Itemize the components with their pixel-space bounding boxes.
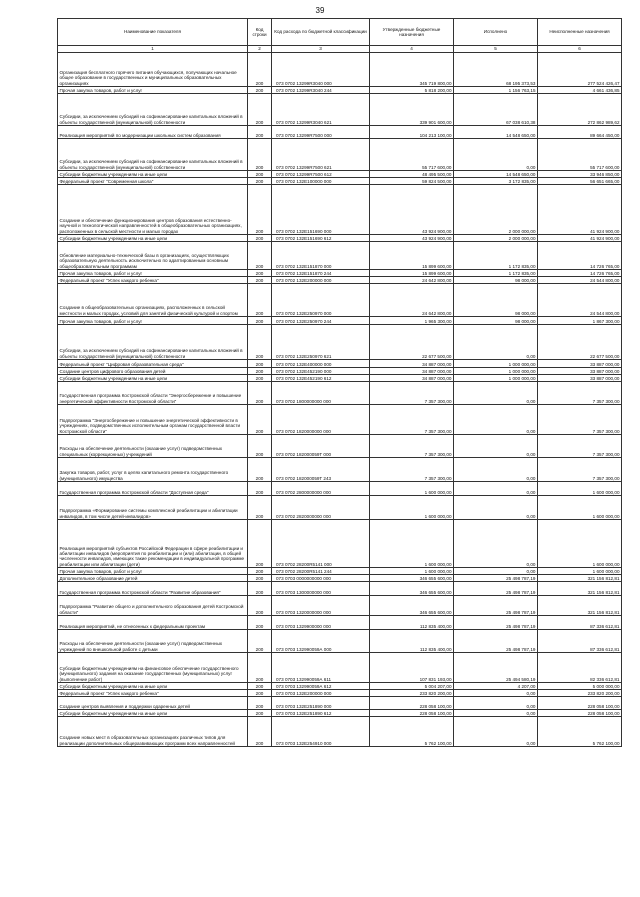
table-row <box>58 270 622 277</box>
executed-amount-cell: 14 548 650,00 <box>454 171 538 178</box>
table-row <box>58 697 622 710</box>
approved-amount-cell: 346 655 600,00 <box>370 575 454 582</box>
executed-amount-cell: 0,00 <box>454 710 538 717</box>
budget-code-cell: 073 0702 13299R3040 244 <box>272 87 370 94</box>
approved-amount-cell: 7 357 300,00 <box>370 382 454 405</box>
line-code-cell: 200 <box>248 582 272 596</box>
approved-amount-cell: 346 655 600,00 <box>370 582 454 596</box>
line-code-cell: 200 <box>248 568 272 575</box>
line-code-cell: 200 <box>248 94 272 126</box>
unexecuted-amount-cell: 7 357 300,00 <box>538 382 622 405</box>
unexecuted-amount-cell: 277 524 426,47 <box>538 53 622 87</box>
budget-code-cell: 073 0702 13299R3040 000 <box>272 53 370 87</box>
indicator-name-cell: Прочая закупка товаров, работ и услуг <box>58 568 248 575</box>
unexecuted-amount-cell: 24 544 800,00 <box>538 277 622 284</box>
unexecuted-amount-cell: 82 336 612,81 <box>538 653 622 683</box>
approved-amount-cell: 34 887 000,00 <box>370 368 454 375</box>
indicator-name-cell: Организация бесплатного горячего питания обучающихся, получающих начальное общее образование в государственных и муниципальных образовательных организациях <box>58 53 248 87</box>
approved-amount-cell: 345 719 800,00 <box>370 53 454 87</box>
unexecuted-amount-cell: 321 156 812,81 <box>538 582 622 596</box>
approved-amount-cell: 112 835 400,00 <box>370 630 454 653</box>
line-code-cell: 200 <box>248 235 272 242</box>
unexecuted-amount-cell: 228 058 100,00 <box>538 697 622 710</box>
table-row <box>58 277 622 284</box>
executed-amount-cell: 25 498 787,19 <box>454 616 538 630</box>
budget-code-cell: 073 0702 28200R5141 000 <box>272 520 370 568</box>
line-code-cell: 200 <box>248 368 272 375</box>
line-code-cell: 200 <box>248 178 272 185</box>
unexecuted-amount-cell: 1 600 000,00 <box>538 482 622 496</box>
approved-amount-cell: 59 824 500,00 <box>370 178 454 185</box>
column-number: 1 <box>58 46 248 53</box>
budget-execution-table <box>57 18 622 747</box>
line-code-cell: 200 <box>248 87 272 94</box>
header-indicator-name: Наименование показателя <box>58 19 248 46</box>
executed-amount-cell: 0,00 <box>454 405 538 435</box>
line-code-cell: 200 <box>248 482 272 496</box>
table-row <box>58 405 622 435</box>
column-number: 6 <box>538 46 622 53</box>
table-row <box>58 94 622 126</box>
budget-code-cell: 073 0702 13299R7500 621 <box>272 139 370 171</box>
column-number: 2 <box>248 46 272 53</box>
executed-amount-cell: 0,00 <box>454 717 538 747</box>
table-row <box>58 317 622 325</box>
table-header-row <box>58 19 622 46</box>
table-row <box>58 375 622 382</box>
line-code-cell: 200 <box>248 496 272 520</box>
unexecuted-amount-cell: 272 862 989,62 <box>538 94 622 126</box>
line-code-cell: 200 <box>248 382 272 405</box>
approved-amount-cell: 55 717 600,00 <box>370 139 454 171</box>
table-row <box>58 53 622 87</box>
indicator-name-cell: Создание и обеспечение функционирования центров образования естественно-научной и технологической направленностей в общеобразовательных организациях, расположенных в сельской местности и малых городах <box>58 185 248 235</box>
table-row <box>58 582 622 596</box>
executed-amount-cell: 0,00 <box>454 435 538 458</box>
executed-amount-cell: 2 000 000,00 <box>454 235 538 242</box>
table-row <box>58 630 622 653</box>
indicator-name-cell: Субсидии, за исключением субсидий на софинансирование капитальных вложений в объекты государственной (муниципальной) собственности <box>58 325 248 360</box>
approved-amount-cell: 112 835 400,00 <box>370 616 454 630</box>
unexecuted-amount-cell: 321 156 812,81 <box>538 575 622 582</box>
approved-amount-cell: 1 600 000,00 <box>370 520 454 568</box>
table-row <box>58 458 622 482</box>
executed-amount-cell: 0,00 <box>454 496 538 520</box>
table-row <box>58 575 622 582</box>
table-row <box>58 717 622 747</box>
budget-code-cell: 073 0702 132E452190 000 <box>272 368 370 375</box>
approved-amount-cell: 1 600 000,00 <box>370 496 454 520</box>
executed-amount-cell: 98 000,00 <box>454 317 538 325</box>
line-code-cell: 200 <box>248 375 272 382</box>
approved-amount-cell: 15 899 600,00 <box>370 242 454 270</box>
executed-amount-cell: 98 000,00 <box>454 277 538 284</box>
indicator-name-cell: Подпрограмма «Формирование системы комплексной реабилитации и абилитации инвалидов, в том числе детей-инвалидов» <box>58 496 248 520</box>
indicator-name-cell: Закупка товаров, работ, услуг в целях капитального ремонта государственного (муниципального) имущества <box>58 458 248 482</box>
budget-code-cell: 073 0703 132990059А 000 <box>272 630 370 653</box>
budget-code-cell: 073 0702 132E151690 612 <box>272 235 370 242</box>
budget-code-cell: 073 0702 132E250970 244 <box>272 317 370 325</box>
table-row <box>58 171 622 178</box>
line-code-cell: 200 <box>248 520 272 568</box>
budget-code-cell: 073 0703 1329900000 000 <box>272 616 370 630</box>
unexecuted-amount-cell: 87 336 612,81 <box>538 616 622 630</box>
approved-amount-cell: 339 901 600,00 <box>370 94 454 126</box>
indicator-name-cell: Создание центров цифрового образования детей <box>58 368 248 375</box>
executed-amount-cell: 14 548 650,00 <box>454 126 538 139</box>
indicator-name-cell: Обновление материально-технической базы в организациях, осуществляющих образовательную деятельность исключительно по адаптированным основным общеобразовательным программам <box>58 242 248 270</box>
approved-amount-cell: 5 004 207,00 <box>370 683 454 690</box>
indicator-name-cell: Реализация мероприятий, не отнесенных к федеральным проектам <box>58 616 248 630</box>
executed-amount-cell: 0,00 <box>454 482 538 496</box>
unexecuted-amount-cell: 228 058 100,00 <box>538 710 622 717</box>
approved-amount-cell: 22 677 500,00 <box>370 325 454 360</box>
table-row <box>58 178 622 185</box>
approved-amount-cell: 228 058 100,00 <box>370 697 454 710</box>
budget-code-cell: 073 0702 182000059T 000 <box>272 435 370 458</box>
unexecuted-amount-cell: 4 661 436,85 <box>538 87 622 94</box>
table-row <box>58 520 622 568</box>
table-row <box>58 653 622 683</box>
table-row <box>58 368 622 375</box>
table-row <box>58 482 622 496</box>
executed-amount-cell: 1 000 000,00 <box>454 375 538 382</box>
line-code-cell: 200 <box>248 690 272 697</box>
budget-code-cell: 073 0702 132E200000 000 <box>272 277 370 284</box>
indicator-name-cell: Субсидии бюджетным учреждениям на иные цели <box>58 683 248 690</box>
table-row <box>58 242 622 270</box>
line-code-cell: 200 <box>248 277 272 284</box>
indicator-name-cell: Расходы на обеспечение деятельности (оказание услуг) подведомственных специальных (коррекционных) учреждений <box>58 435 248 458</box>
approved-amount-cell: 48 495 500,00 <box>370 171 454 178</box>
unexecuted-amount-cell: 22 677 500,00 <box>538 325 622 360</box>
line-code-cell: 200 <box>248 185 272 235</box>
approved-amount-cell: 1 600 000,00 <box>370 482 454 496</box>
indicator-name-cell: Реализация мероприятий субъектов Российской Федерации в сфере реабилитации и абилитации инвалидов (мероприятия по реабилитации и (или) абилитации, в общей численности инвалидов, имеющих такие рекомендации в индивидуальной программе реабилитации или абилитации (дети) <box>58 520 248 568</box>
indicator-name-cell: Федеральный проект "Успех каждого ребенка" <box>58 277 248 284</box>
executed-amount-cell: 0,00 <box>454 690 538 697</box>
executed-amount-cell: 25 494 580,19 <box>454 653 538 683</box>
table-row <box>58 496 622 520</box>
budget-code-cell: 073 0703 1300000000 000 <box>272 582 370 596</box>
budget-code-cell: 073 0702 132E400000 000 <box>272 360 370 368</box>
indicator-name-cell: Федеральный проект "Современная школа" <box>58 178 248 185</box>
header-executed: Исполнено <box>454 19 538 46</box>
indicator-name-cell: Прочая закупка товаров, работ и услуг <box>58 87 248 94</box>
budget-code-cell: 073 0702 132E151870 000 <box>272 242 370 270</box>
budget-code-cell: 073 0702 13299R7500 000 <box>272 126 370 139</box>
line-code-cell: 200 <box>248 710 272 717</box>
table-row <box>58 690 622 697</box>
line-code-cell: 200 <box>248 653 272 683</box>
unexecuted-amount-cell: 89 664 450,00 <box>538 126 622 139</box>
unexecuted-amount-cell: 14 726 765,00 <box>538 242 622 270</box>
budget-code-cell: 073 0702 132E452190 612 <box>272 375 370 382</box>
table-row <box>58 616 622 630</box>
line-code-cell: 200 <box>248 139 272 171</box>
unexecuted-amount-cell: 33 887 000,00 <box>538 368 622 375</box>
indicator-name-cell: Субсидии бюджетным учреждениям на иные цели <box>58 235 248 242</box>
approved-amount-cell: 15 899 600,00 <box>370 270 454 277</box>
unexecuted-amount-cell: 5 762 100,00 <box>538 717 622 747</box>
column-number: 4 <box>370 46 454 53</box>
executed-amount-cell: 25 498 787,19 <box>454 582 538 596</box>
line-code-cell: 200 <box>248 126 272 139</box>
approved-amount-cell: 104 213 100,00 <box>370 126 454 139</box>
header-budget-classification: Код расхода по бюджетной классификации <box>272 19 370 46</box>
budget-code-cell: 073 0702 2820000000 000 <box>272 496 370 520</box>
line-code-cell: 200 <box>248 435 272 458</box>
table-row <box>58 568 622 575</box>
executed-amount-cell: 25 498 787,19 <box>454 630 538 653</box>
budget-code-cell: 073 0703 132E251890 000 <box>272 697 370 710</box>
executed-amount-cell: 1 172 835,00 <box>454 242 538 270</box>
indicator-name-cell: Дополнительное образование детей <box>58 575 248 582</box>
table-row <box>58 284 622 317</box>
approved-amount-cell: 1 965 300,00 <box>370 317 454 325</box>
executed-amount-cell: 0,00 <box>454 697 538 710</box>
header-unexecuted: Неисполненные назначения <box>538 19 622 46</box>
line-code-cell: 200 <box>248 405 272 435</box>
indicator-name-cell: Прочая закупка товаров, работ и услуг <box>58 317 248 325</box>
unexecuted-amount-cell: 41 924 900,00 <box>538 235 622 242</box>
unexecuted-amount-cell: 14 726 765,00 <box>538 270 622 277</box>
indicator-name-cell: Федеральный проект "Успех каждого ребенка" <box>58 690 248 697</box>
budget-code-cell: 073 0702 132E151690 000 <box>272 185 370 235</box>
indicator-name-cell: Государственная программа Костромской области "Доступная среда" <box>58 482 248 496</box>
line-code-cell: 200 <box>248 317 272 325</box>
approved-amount-cell: 5 818 200,00 <box>370 87 454 94</box>
unexecuted-amount-cell: 55 717 600,00 <box>538 139 622 171</box>
line-code-cell: 200 <box>248 575 272 582</box>
indicator-name-cell: Создание центров выявления и поддержки одаренных детей <box>58 697 248 710</box>
unexecuted-amount-cell: 1 600 000,00 <box>538 496 622 520</box>
approved-amount-cell: 24 642 800,00 <box>370 277 454 284</box>
indicator-name-cell: Субсидии бюджетным учреждениям на иные цели <box>58 375 248 382</box>
approved-amount-cell: 7 357 300,00 <box>370 405 454 435</box>
table-row <box>58 139 622 171</box>
unexecuted-amount-cell: 7 357 300,00 <box>538 405 622 435</box>
indicator-name-cell: Субсидии бюджетным учреждениям на иные цели <box>58 171 248 178</box>
approved-amount-cell: 43 924 900,00 <box>370 185 454 235</box>
unexecuted-amount-cell: 1 867 300,00 <box>538 317 622 325</box>
executed-amount-cell: 1 172 835,00 <box>454 270 538 277</box>
line-code-cell: 200 <box>248 284 272 317</box>
executed-amount-cell: 67 038 610,38 <box>454 94 538 126</box>
budget-code-cell: 073 0702 132E151870 244 <box>272 270 370 277</box>
unexecuted-amount-cell: 87 336 612,81 <box>538 630 622 653</box>
budget-code-cell: 073 0703 132E251890 612 <box>272 710 370 717</box>
approved-amount-cell: 346 655 600,00 <box>370 596 454 616</box>
approved-amount-cell: 24 642 800,00 <box>370 284 454 317</box>
budget-code-cell: 073 0703 0000000000 000 <box>272 575 370 582</box>
unexecuted-amount-cell: 233 820 200,00 <box>538 690 622 697</box>
line-code-cell: 200 <box>248 596 272 616</box>
line-code-cell: 200 <box>248 171 272 178</box>
approved-amount-cell: 228 058 100,00 <box>370 710 454 717</box>
executed-amount-cell: 2 000 000,00 <box>454 185 538 235</box>
column-number-row <box>58 46 622 53</box>
unexecuted-amount-cell: 1 600 000,00 <box>538 520 622 568</box>
budget-code-cell: 073 0702 182000059T 243 <box>272 458 370 482</box>
approved-amount-cell: 5 762 100,00 <box>370 717 454 747</box>
executed-amount-cell: 1 000 000,00 <box>454 368 538 375</box>
indicator-name-cell: Государственная программа Костромской области "Энергосбережение и повышение энергетической эффективности Костромской области" <box>58 382 248 405</box>
executed-amount-cell: 98 000,00 <box>454 284 538 317</box>
line-code-cell: 200 <box>248 242 272 270</box>
budget-code-cell: 073 0702 1800000000 000 <box>272 382 370 405</box>
unexecuted-amount-cell: 33 887 000,00 <box>538 360 622 368</box>
executed-amount-cell: 25 498 787,19 <box>454 596 538 616</box>
executed-amount-cell: 1 156 763,15 <box>454 87 538 94</box>
line-code-cell: 200 <box>248 697 272 710</box>
approved-amount-cell: 43 924 900,00 <box>370 235 454 242</box>
table-row <box>58 360 622 368</box>
budget-code-cell: 073 0702 28200R5141 244 <box>272 568 370 575</box>
indicator-name-cell: Расходы на обеспечение деятельности (оказание услуг) подведомственных учреждений по внешкольной работе с детьми <box>58 630 248 653</box>
executed-amount-cell: 0,00 <box>454 382 538 405</box>
unexecuted-amount-cell: 321 156 812,81 <box>538 596 622 616</box>
approved-amount-cell: 34 887 000,00 <box>370 360 454 368</box>
indicator-name-cell: Подпрограмма "Развитие общего и дополнительного образования детей Костромской области" <box>58 596 248 616</box>
indicator-name-cell: Субсидии бюджетным учреждениям на финансовое обеспечение государственного (муниципального) задания на оказание государственных (муниципальных) услуг (выполнение работ) <box>58 653 248 683</box>
indicator-name-cell: Реализация мероприятий по модернизации школьных систем образования <box>58 126 248 139</box>
unexecuted-amount-cell: 33 946 850,00 <box>538 171 622 178</box>
unexecuted-amount-cell: 56 651 665,00 <box>538 178 622 185</box>
table-row <box>58 325 622 360</box>
table-row <box>58 683 622 690</box>
indicator-name-cell: Подпрограмма "Энергосбережение и повышение энергетической эффективности в учреждениях, подведомственных исполнительным органам государственной власти Костромской области" <box>58 405 248 435</box>
indicator-name-cell: Создание в общеобразовательных организациях, расположенных в сельской местности и малых городах, условий для занятий физической культурой и спортом <box>58 284 248 317</box>
approved-amount-cell: 233 820 200,00 <box>370 690 454 697</box>
line-code-cell: 200 <box>248 325 272 360</box>
unexecuted-amount-cell: 7 357 300,00 <box>538 435 622 458</box>
unexecuted-amount-cell: 24 544 800,00 <box>538 284 622 317</box>
indicator-name-cell: Федеральный проект "Цифровая образовательная среда" <box>58 360 248 368</box>
approved-amount-cell: 107 831 193,00 <box>370 653 454 683</box>
table-row <box>58 382 622 405</box>
column-number: 3 <box>272 46 370 53</box>
indicator-name-cell: Создание новых мест в образовательных организациях различных типов для реализации дополнительных общеразвивающих программ всех направленностей <box>58 717 248 747</box>
executed-amount-cell: 0,00 <box>454 325 538 360</box>
line-code-cell: 200 <box>248 630 272 653</box>
executed-amount-cell: 1 000 000,00 <box>454 360 538 368</box>
indicator-name-cell: Прочая закупка товаров, работ и услуг <box>58 270 248 277</box>
table-row <box>58 126 622 139</box>
executed-amount-cell: 0,00 <box>454 139 538 171</box>
line-code-cell: 200 <box>248 360 272 368</box>
budget-code-cell: 073 0703 132990059А 612 <box>272 683 370 690</box>
unexecuted-amount-cell: 33 887 000,00 <box>538 375 622 382</box>
page-number: 39 <box>315 6 325 15</box>
column-number: 5 <box>454 46 538 53</box>
unexecuted-amount-cell: 5 000 000,00 <box>538 683 622 690</box>
table-row <box>58 710 622 717</box>
executed-amount-cell: 3 172 835,00 <box>454 178 538 185</box>
header-approved: Утвержденные бюджетные назначения <box>370 19 454 46</box>
indicator-name-cell: Государственная программа Костромской области "Развитие образования" <box>58 582 248 596</box>
indicator-name-cell: Субсидии, за исключением субсидий на софинансирование капитальных вложений в объекты государственной (муниципальной) собственности <box>58 139 248 171</box>
indicator-name-cell: Субсидии бюджетным учреждениям на иные цели <box>58 710 248 717</box>
table-row <box>58 87 622 94</box>
budget-code-cell: 073 0702 13299R7500 612 <box>272 171 370 178</box>
line-code-cell: 200 <box>248 683 272 690</box>
budget-code-cell: 073 0702 132E250970 000 <box>272 284 370 317</box>
executed-amount-cell: 0,00 <box>454 568 538 575</box>
executed-amount-cell: 4 207,00 <box>454 683 538 690</box>
budget-code-cell: 073 0703 132990059А 611 <box>272 653 370 683</box>
budget-code-cell: 073 0702 2800000000 000 <box>272 482 370 496</box>
line-code-cell: 200 <box>248 717 272 747</box>
budget-code-cell: 073 0702 13299R3040 621 <box>272 94 370 126</box>
budget-code-cell: 073 0702 132E100000 000 <box>272 178 370 185</box>
table-row <box>58 235 622 242</box>
executed-amount-cell: 0,00 <box>454 520 538 568</box>
line-code-cell: 200 <box>248 270 272 277</box>
approved-amount-cell: 7 357 300,00 <box>370 458 454 482</box>
line-code-cell: 200 <box>248 53 272 87</box>
unexecuted-amount-cell: 7 357 300,00 <box>538 458 622 482</box>
header-line-code: Код строки <box>248 19 272 46</box>
budget-code-cell: 073 0702 132E250970 621 <box>272 325 370 360</box>
budget-code-cell: 073 0703 132E254910 000 <box>272 717 370 747</box>
budget-code-cell: 073 0703 1320000000 000 <box>272 596 370 616</box>
table-row <box>58 435 622 458</box>
approved-amount-cell: 1 600 000,00 <box>370 568 454 575</box>
approved-amount-cell: 7 357 300,00 <box>370 435 454 458</box>
approved-amount-cell: 34 887 000,00 <box>370 375 454 382</box>
unexecuted-amount-cell: 1 600 000,00 <box>538 568 622 575</box>
line-code-cell: 200 <box>248 616 272 630</box>
budget-code-cell: 073 0703 132E200000 000 <box>272 690 370 697</box>
unexecuted-amount-cell: 41 924 900,00 <box>538 185 622 235</box>
line-code-cell: 200 <box>248 458 272 482</box>
executed-amount-cell: 25 498 787,19 <box>454 575 538 582</box>
executed-amount-cell: 0,00 <box>454 458 538 482</box>
table-row <box>58 596 622 616</box>
executed-amount-cell: 68 195 373,53 <box>454 53 538 87</box>
budget-code-cell: 073 0702 1820000000 000 <box>272 405 370 435</box>
indicator-name-cell: Субсидии, за исключением субсидий на софинансирование капитальных вложений в объекты государственной (муниципальной) собственности <box>58 94 248 126</box>
table-row <box>58 185 622 235</box>
